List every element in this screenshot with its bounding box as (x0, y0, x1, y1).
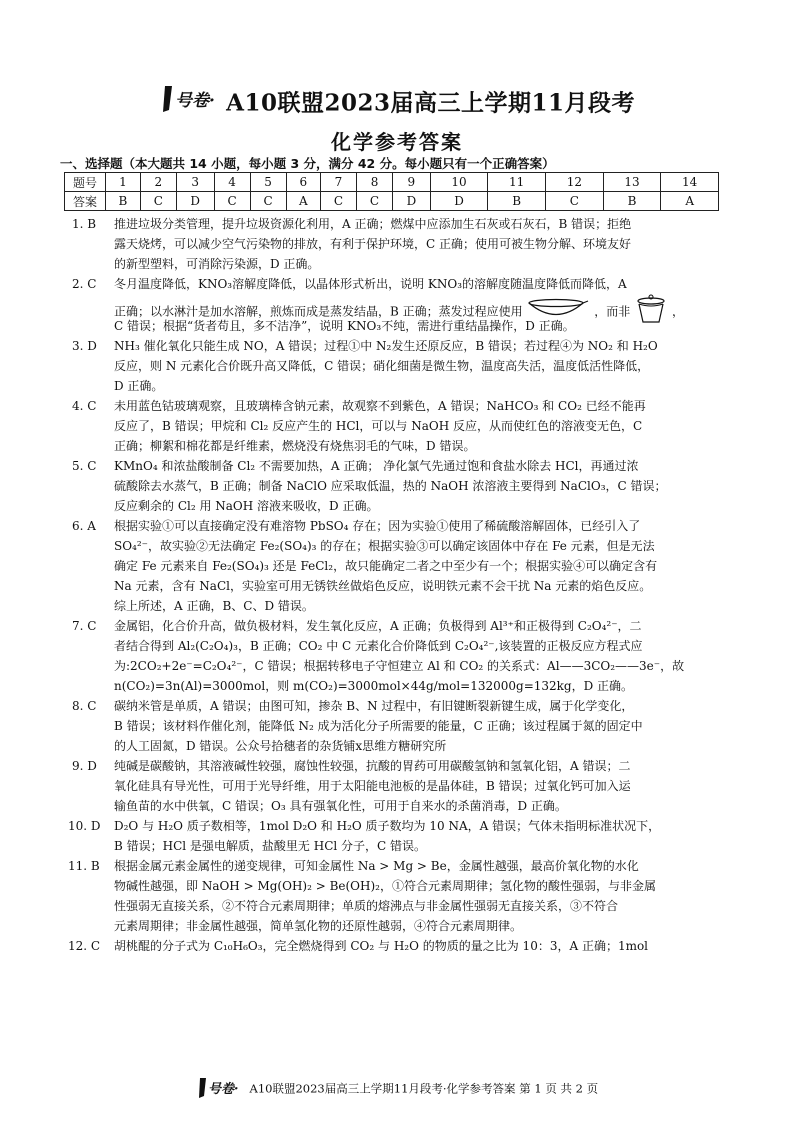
answer-cell: C (250, 192, 286, 211)
item-line: C 错误；根据“货者苟且，多不洁净”，说明 KNO₃不纯，需进行重结晶操作，D 正确。 (114, 319, 575, 333)
answer-cell: B (603, 192, 661, 211)
question-number-cell: 12 (546, 173, 604, 192)
item-number: 9. D (72, 759, 97, 773)
answer-cell: C (356, 192, 392, 211)
item-line: 根据实验①可以直接确定没有难溶物 PbSO₄ 存在；因为实验①使用了稀硫酸溶解固体，已经引入了 (114, 519, 641, 533)
item-line: 输鱼苗的水中供氧，C 错误；O₃ 具有强氧化性，可用于自来水的杀菌消毒，D 正确。 (114, 799, 567, 813)
explanation-item (62, 336, 732, 396)
item-number: 12. C (68, 939, 101, 953)
item-line: KMnO₄ 和浓盐酸制备 Cl₂ 不需要加热，A 正确； 净化氯气先通过饱和食盐水除去 HCl，再通过浓 (114, 459, 639, 473)
item-line: 碳纳米管是单质，A 错误；由图可知，掺杂 B、N 过程中，有旧键断裂新键生成，属于化学变化， (114, 699, 634, 713)
item-number: 3. D (72, 339, 97, 353)
question-number-cell: 3 (176, 173, 214, 192)
item-number: 2. C (72, 277, 97, 291)
question-number-cell: 10 (430, 173, 488, 192)
question-number-cell: 11 (488, 173, 546, 192)
question-number-cell: 6 (286, 173, 320, 192)
question-number-cell: 7 (320, 173, 356, 192)
explanation-item (62, 396, 732, 456)
item-line: B 错误；HCl 是强电解质，盐酸里无 HCl 分子，C 错误。 (114, 839, 427, 853)
answer-cell: D (393, 192, 431, 211)
item-number: 7. C (72, 619, 97, 633)
item-line: 反应，则 N 元素化合价既升高又降低，C 错误；硝化细菌是微生物，温度高失活，温度低活性降低， (114, 359, 650, 373)
answer-cell: C (140, 192, 176, 211)
answer-cell: D (430, 192, 488, 211)
item-line: 确定 Fe 元素来自 Fe₂(SO₄)₃ 还是 FeCl₂，故只能确定二者之中至少有一个；根据实验④可以确定含有 (114, 559, 658, 573)
answer-table (64, 172, 719, 211)
footer-logo (196, 1077, 242, 1102)
page-header (0, 84, 794, 118)
svg-text:号卷·: 号卷· (207, 1082, 239, 1097)
item-line: n(CO₂)=3n(Al)=3000mol，则 m(CO₂)=3000mol×44g/mol=132000g=132kg，D 正确。 (114, 679, 634, 693)
explanation-item (62, 696, 732, 756)
question-number-cell: 14 (661, 173, 719, 192)
page-footer (0, 1077, 794, 1102)
answer-explanations (62, 214, 732, 956)
item-line: 氧化硅具有导光性，可用于光导纤维，用于太阳能电池板的是晶体硅，B 错误；过氧化钙可加入运 (114, 779, 631, 793)
svg-text:号卷·: 号卷· (175, 91, 215, 111)
question-number-cell: 5 (250, 173, 286, 192)
item-line: 纯碱是碳酸钠，其溶液碱性较强，腐蚀性较强，抗酸的胃药可用碳酸氢钠和氢氧化铝，A 错误；二 (114, 759, 631, 773)
item-line: 者结合得到 Al₂(C₂O₄)₃，B 正确；CO₂ 中 C 元素化合价降低到 C₂O₄²⁻,该装置的正极反应方程式应 (114, 639, 643, 653)
item-line: 冬月温度降低，KNO₃溶解度降低，以晶体形式析出，说明 KNO₃的溶解度随温度降低而降低，A (114, 277, 627, 291)
answer-cell: C (320, 192, 356, 211)
item-number: 11. B (68, 859, 100, 873)
answer-cell: C (214, 192, 250, 211)
explanation-item (62, 856, 732, 936)
item-line: 根据金属元素金属性的递变规律，可知金属性 Na > Mg > Be，金属性越强，最高价氧化物的水化 (114, 859, 639, 873)
explanation-item (62, 214, 732, 274)
item-line: 综上所述，A 正确，B、C、D 错误。 (114, 599, 314, 613)
item-line: 反应剩余的 Cl₂ 用 NaOH 溶液来吸收，D 正确。 (114, 499, 379, 513)
page-subtitle: 化学参考答案 (331, 130, 463, 154)
item-number: 5. C (72, 459, 97, 473)
item-line: 元素周期律；非金属性越强，简单氢化物的还原性越弱，④符合元素周期律。 (114, 919, 523, 933)
explanation-item (62, 274, 732, 336)
explanation-item (62, 756, 732, 816)
question-number-cell: 4 (214, 173, 250, 192)
item-line: 推进垃圾分类管理，提升垃圾资源化利用，A 正确；燃煤中应添加生石灰或石灰石，B 错误；拒绝 (114, 217, 632, 231)
question-number-cell: 2 (140, 173, 176, 192)
footer-text: A10联盟2023届高三上学期11月段考·化学参考答案 第 1 页 共 2 页 (249, 1081, 599, 1096)
answer-cell: B (488, 192, 546, 211)
item-line-text: ， (671, 304, 684, 319)
page-title: A10联盟2023届高三上学期11月段考 (226, 89, 635, 117)
row-label-answer: 答案 (65, 192, 106, 211)
explanation-item (62, 936, 732, 956)
answer-table-number-row (65, 173, 719, 192)
answer-table-answer-row (65, 192, 719, 211)
item-line: NH₃ 催化氧化只能生成 NO，A 错误；过程①中 N₂发生还原反应，B 错误；若过程④为 NO₂ 和 H₂O (114, 339, 658, 353)
item-line: 性强弱无直接关系，②不符合元素周期律；单质的熔沸点与非金属性强弱无直接关系，③不符合 (114, 899, 619, 913)
answer-cell: D (176, 192, 214, 211)
item-line: D₂O 与 H₂O 质子数相等，1mol D₂O 和 H₂O 质子数均为 10 NA，A 错误；气体未指明标准状况下， (114, 819, 661, 833)
item-line: B 错误；该材料作催化剂，能降低 N₂ 成为活化分子所需要的能量，C 正确；该过程属于氮的固定中 (114, 719, 643, 733)
item-line: 金属铝，化合价升高，做负极材料，发生氧化反应，A 正确；负极得到 Al³⁺和正极得到 C₂O₄²⁻，二 (114, 619, 642, 633)
item-number: 8. C (72, 699, 97, 713)
explanation-item (62, 816, 732, 856)
item-line: 的人工固氮，D 错误。公众号拾穗者的杂货铺x思维方糖研究所 (114, 739, 447, 753)
explanation-item (62, 456, 732, 516)
question-number-cell: 9 (393, 173, 431, 192)
question-number-cell: 1 (106, 173, 141, 192)
item-number: 1. B (72, 217, 97, 231)
item-number: 6. A (72, 519, 96, 533)
item-number: 10. D (68, 819, 101, 833)
item-line: 反应了，B 错误；甲烷和 Cl₂ 反应产生的 HCl，可以与 NaOH 反应，从而使红色的溶液变无色，C (114, 419, 643, 433)
item-line: 硫酸除去水蒸气，B 正确；制备 NaClO 应采取低温，热的 NaOH 浓溶液主要得到 NaClO₃，C 错误； (114, 479, 667, 493)
row-label-number: 题号 (65, 173, 106, 192)
explanation-item (62, 616, 732, 696)
explanation-item (62, 516, 732, 616)
question-number-cell: 8 (356, 173, 392, 192)
item-line: 为:2CO₂+2e⁻=C₂O₄²⁻，C 错误；根据转移电子守恒建立 Al 和 CO₂ 的关系式：Al——3CO₂——3e⁻，故 (114, 659, 685, 673)
item-line: SO₄²⁻，故实验②无法确定 Fe₂(SO₄)₃ 的存在；根据实验③可以确定该固体中存在 Fe 元素，但是无法 (114, 539, 655, 553)
answer-cell: C (546, 192, 604, 211)
item-line: D 正确。 (114, 379, 164, 393)
item-line-text: 正确；以水淋汁是加水溶解，煎炼而成是蒸发结晶，B 正确；蒸发过程应使用 (114, 304, 523, 319)
item-line: Na 元素，含有 NaCl，实验室可用无锈铁丝做焰色反应，说明铁元素不会干扰 Na 元素的焰色反应。 (114, 579, 652, 593)
crucible-icon (634, 294, 668, 330)
item-number: 4. C (72, 399, 97, 413)
item-line: 露天烧烤，可以减少空气污染物的排放，有利于保护环境，C 正确；使用可被生物分解、环境友好 (114, 237, 631, 251)
answer-cell: B (106, 192, 141, 211)
item-line: 物碱性越强，即 NaOH > Mg(OH)₂ > Be(OH)₂，①符合元素周期律；氢化物的酸性强弱，与非金属 (114, 879, 656, 893)
item-line: 正确；柳絮和棉花都是纤维素，燃烧没有烧焦羽毛的气味，D 错误。 (114, 439, 476, 453)
brand-logo (159, 84, 217, 118)
answer-cell: A (286, 192, 320, 211)
answer-cell: A (661, 192, 719, 211)
question-number-cell: 13 (603, 173, 661, 192)
item-line: 未用蓝色钴玻璃观察，且玻璃棒含钠元素，故观察不到紫色，A 错误；NaHCO₃ 和 CO₂ 已经不能再 (114, 399, 646, 413)
item-line-with-figures (114, 294, 732, 319)
section-title: 一、选择题（本大题共 14 小题，每小题 3 分，满分 42 分。每小题只有一个正确答案） (60, 156, 555, 171)
item-line: 的新型塑料，可消除污染源，D 正确。 (114, 257, 320, 271)
item-line-text: ，而非 (594, 304, 631, 319)
item-line: 胡桃醌的分子式为 C₁₀H₆O₃，完全燃烧得到 CO₂ 与 H₂O 的物质的量之比为 10：3，A 正确；1mol (114, 939, 649, 953)
